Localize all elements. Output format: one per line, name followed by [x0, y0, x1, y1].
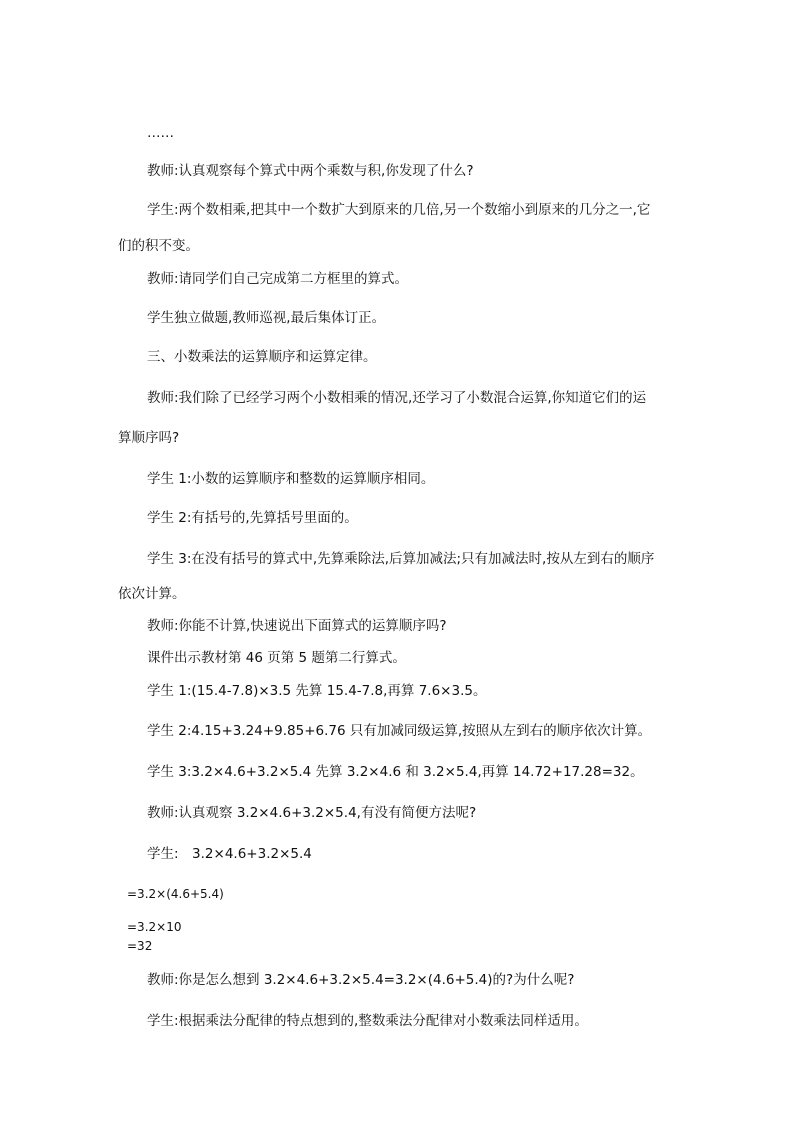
paragraph-student-3-calc: 学生 3:3.2×4.6+3.2×5.4 先算 3.2×4.6 和 3.2×5.4,再算 14.72+17.28=32。 [147, 764, 644, 780]
paragraph-teacher-observe: 教师:认真观察每个算式中两个乘数与积,你发现了什么? [147, 163, 474, 179]
paragraph-student-expression: 学生: 3.2×4.6+3.2×5.4 [147, 846, 312, 862]
paragraph-student-reason: 学生:根据乘法分配律的特点想到的,整数乘法分配律对小数乘法同样适用。 [147, 1013, 588, 1029]
equation-step-3: =32 [127, 939, 153, 953]
paragraph-student-2-calc: 学生 2:4.15+3.24+9.85+6.76 只有加减同级运算,按照从左到右的顺序依次计算。 [147, 723, 652, 739]
paragraph-student-2: 学生 2:有括号的,先算括号里面的。 [147, 510, 358, 526]
paragraph-student-1-calc: 学生 1:(15.4-7.8)×3.5 先算 15.4-7.8,再算 7.6×3.5。 [147, 683, 487, 699]
equation-step-1: =3.2×(4.6+5.4) [127, 887, 224, 901]
paragraph-student-3-cont: 依次计算。 [118, 586, 186, 602]
ellipsis-line: …… [147, 125, 174, 141]
paragraph-courseware: 课件出示教材第 46 页第 5 题第二行算式。 [147, 650, 406, 666]
paragraph-student-answer-cont: 们的积不变。 [118, 238, 199, 254]
paragraph-student-1: 学生 1:小数的运算顺序和整数的运算顺序相同。 [147, 471, 435, 487]
paragraph-student-answer: 学生:两个数相乘,把其中一个数扩大到原来的几倍,另一个数缩小到原来的几分之一,它 [147, 202, 651, 218]
section-heading-3: 三、小数乘法的运算顺序和运算定律。 [147, 349, 377, 365]
paragraph-teacher-why: 教师:你是怎么想到 3.2×4.6+3.2×5.4=3.2×(4.6+5.4)的?为什么呢? [147, 972, 575, 988]
paragraph-teacher-simplify: 教师:认真观察 3.2×4.6+3.2×5.4,有没有简便方法呢? [147, 805, 477, 821]
paragraph-teacher-question-cont: 算顺序吗? [118, 430, 180, 446]
paragraph-teacher-quick: 教师:你能不计算,快速说出下面算式的运算顺序吗? [147, 618, 447, 634]
paragraph-teacher-task: 教师:请同学们自己完成第二方框里的算式。 [147, 271, 409, 287]
paragraph-teacher-question: 教师:我们除了已经学习两个小数相乘的情况,还学习了小数混合运算,你知道它们的运 [147, 390, 647, 406]
paragraph-student-work: 学生独立做题,教师巡视,最后集体订正。 [147, 310, 386, 326]
equation-step-2: =3.2×10 [127, 920, 182, 934]
paragraph-student-3: 学生 3:在没有括号的算式中,先算乘除法,后算加减法;只有加减法时,按从左到右的顺序 [147, 551, 655, 567]
